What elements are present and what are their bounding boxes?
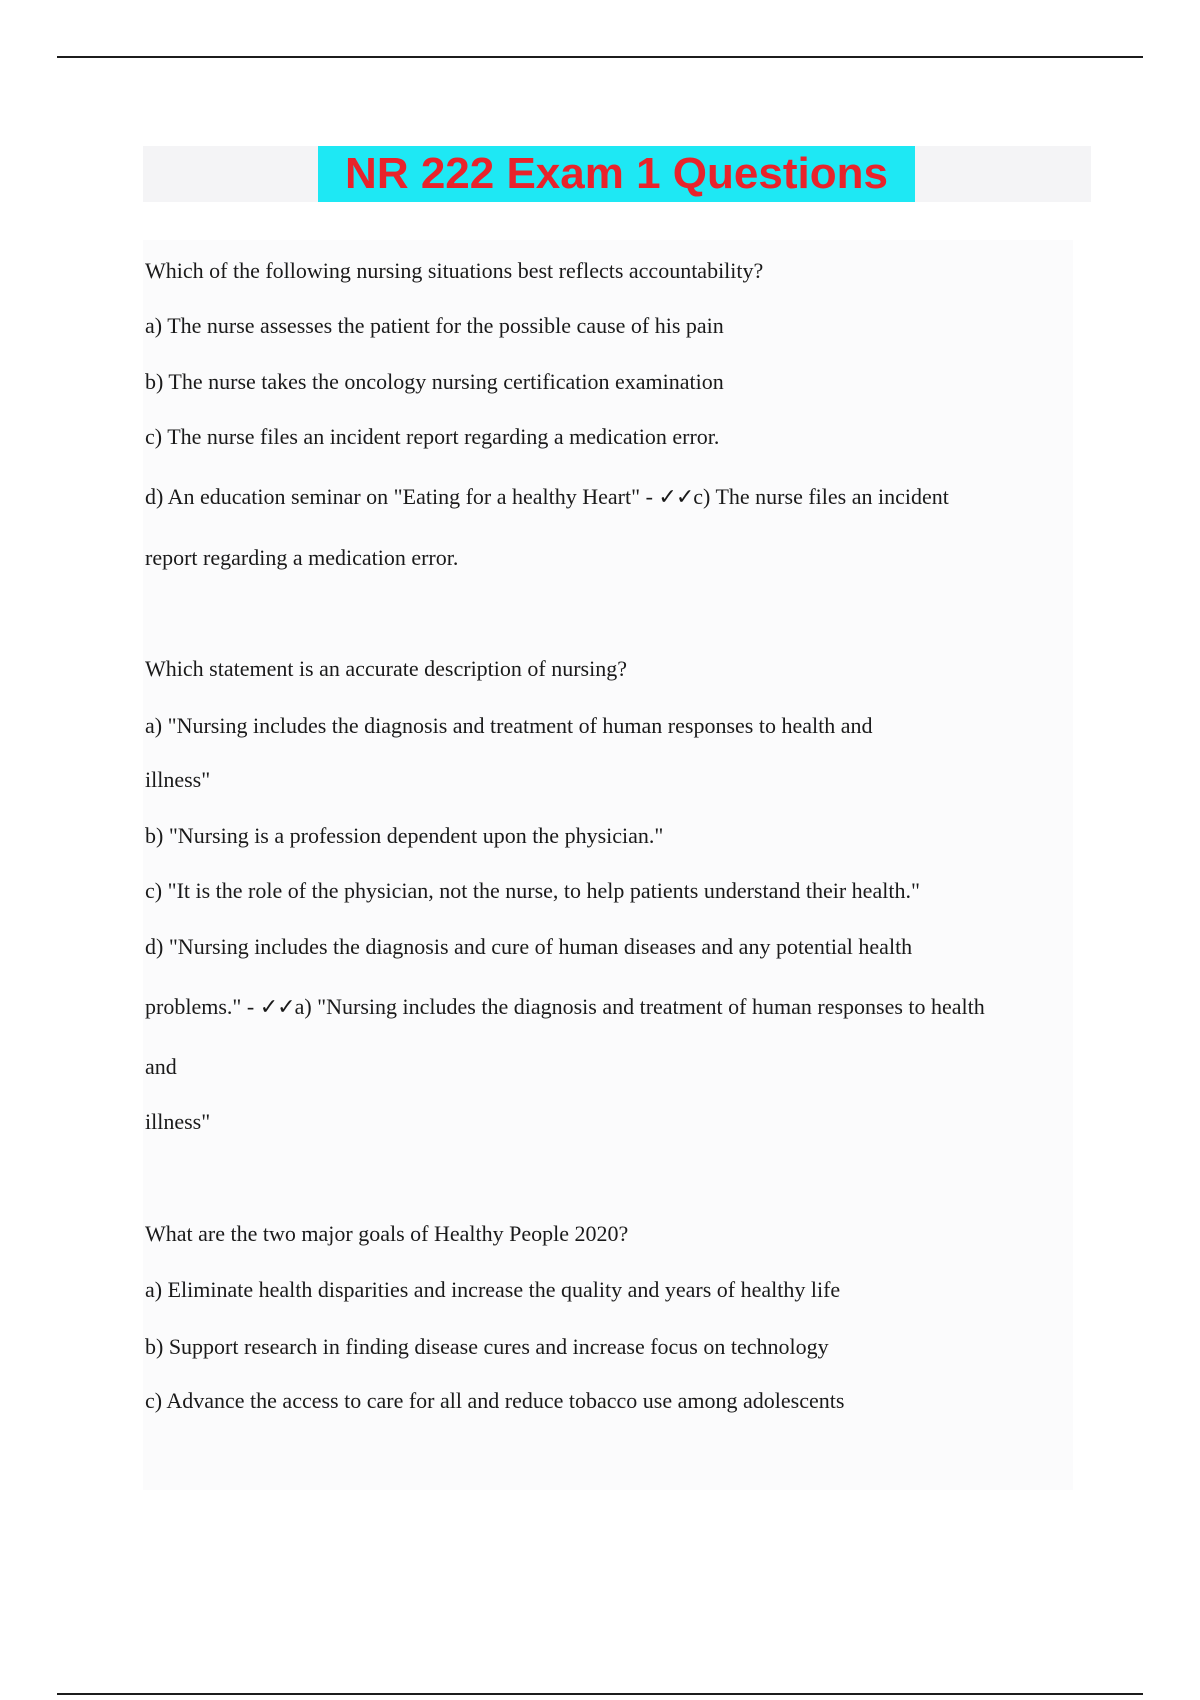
question-2-option-b: b) "Nursing is a profession dependent upon the physician." [145, 823, 664, 848]
question-2-option-a-continued: illness" [145, 767, 211, 792]
question-1-answer: c) The nurse files an incident [693, 484, 949, 509]
question-1-option-c: c) The nurse files an incident report regarding a medication error. [145, 424, 720, 449]
question-1-option-d: d) An education seminar on "Eating for a healthy Heart" - [145, 484, 659, 509]
page-title: NR 222 Exam 1 Questions [318, 146, 915, 202]
question-3-prompt: What are the two major goals of Healthy People 2020? [145, 1221, 629, 1246]
question-2-answer-line-3: illness" [145, 1109, 211, 1134]
top-rule [57, 56, 1143, 58]
question-2-option-a: a) "Nursing includes the diagnosis and treatment of human responses to health and [145, 713, 873, 738]
question-2-option-d-line [145, 993, 985, 1022]
question-3-option-a: a) Eliminate health disparities and increase the quality and years of healthy life [145, 1277, 841, 1302]
check-mark-icon: ✓✓ [259, 995, 295, 1020]
question-2-option-c: c) "It is the role of the physician, not the nurse, to help patients understand their health." [145, 878, 920, 903]
question-1-option-d-line [145, 483, 949, 512]
bottom-rule [57, 1693, 1143, 1695]
question-1-prompt: Which of the following nursing situations best reflects accountability? [145, 258, 764, 283]
question-1-answer-continued: report regarding a medication error. [145, 545, 459, 570]
question-2-answer-line-2: and [145, 1054, 177, 1079]
question-3-option-b: b) Support research in finding disease cures and increase focus on technology [145, 1334, 829, 1359]
question-2-option-d-continued: problems." - [145, 994, 260, 1019]
question-1-option-a: a) The nurse assesses the patient for the possible cause of his pain [145, 313, 724, 338]
question-1-option-b: b) The nurse takes the oncology nursing certification examination [145, 369, 724, 394]
question-2-answer: a) "Nursing includes the diagnosis and treatment of human responses to health [294, 994, 985, 1019]
question-3-option-c: c) Advance the access to care for all and reduce tobacco use among adolescents [145, 1388, 845, 1413]
question-2-prompt: Which statement is an accurate description of nursing? [145, 656, 627, 681]
question-2-option-d: d) "Nursing includes the diagnosis and cure of human diseases and any potential health [145, 934, 913, 959]
check-mark-icon: ✓✓ [658, 485, 694, 510]
